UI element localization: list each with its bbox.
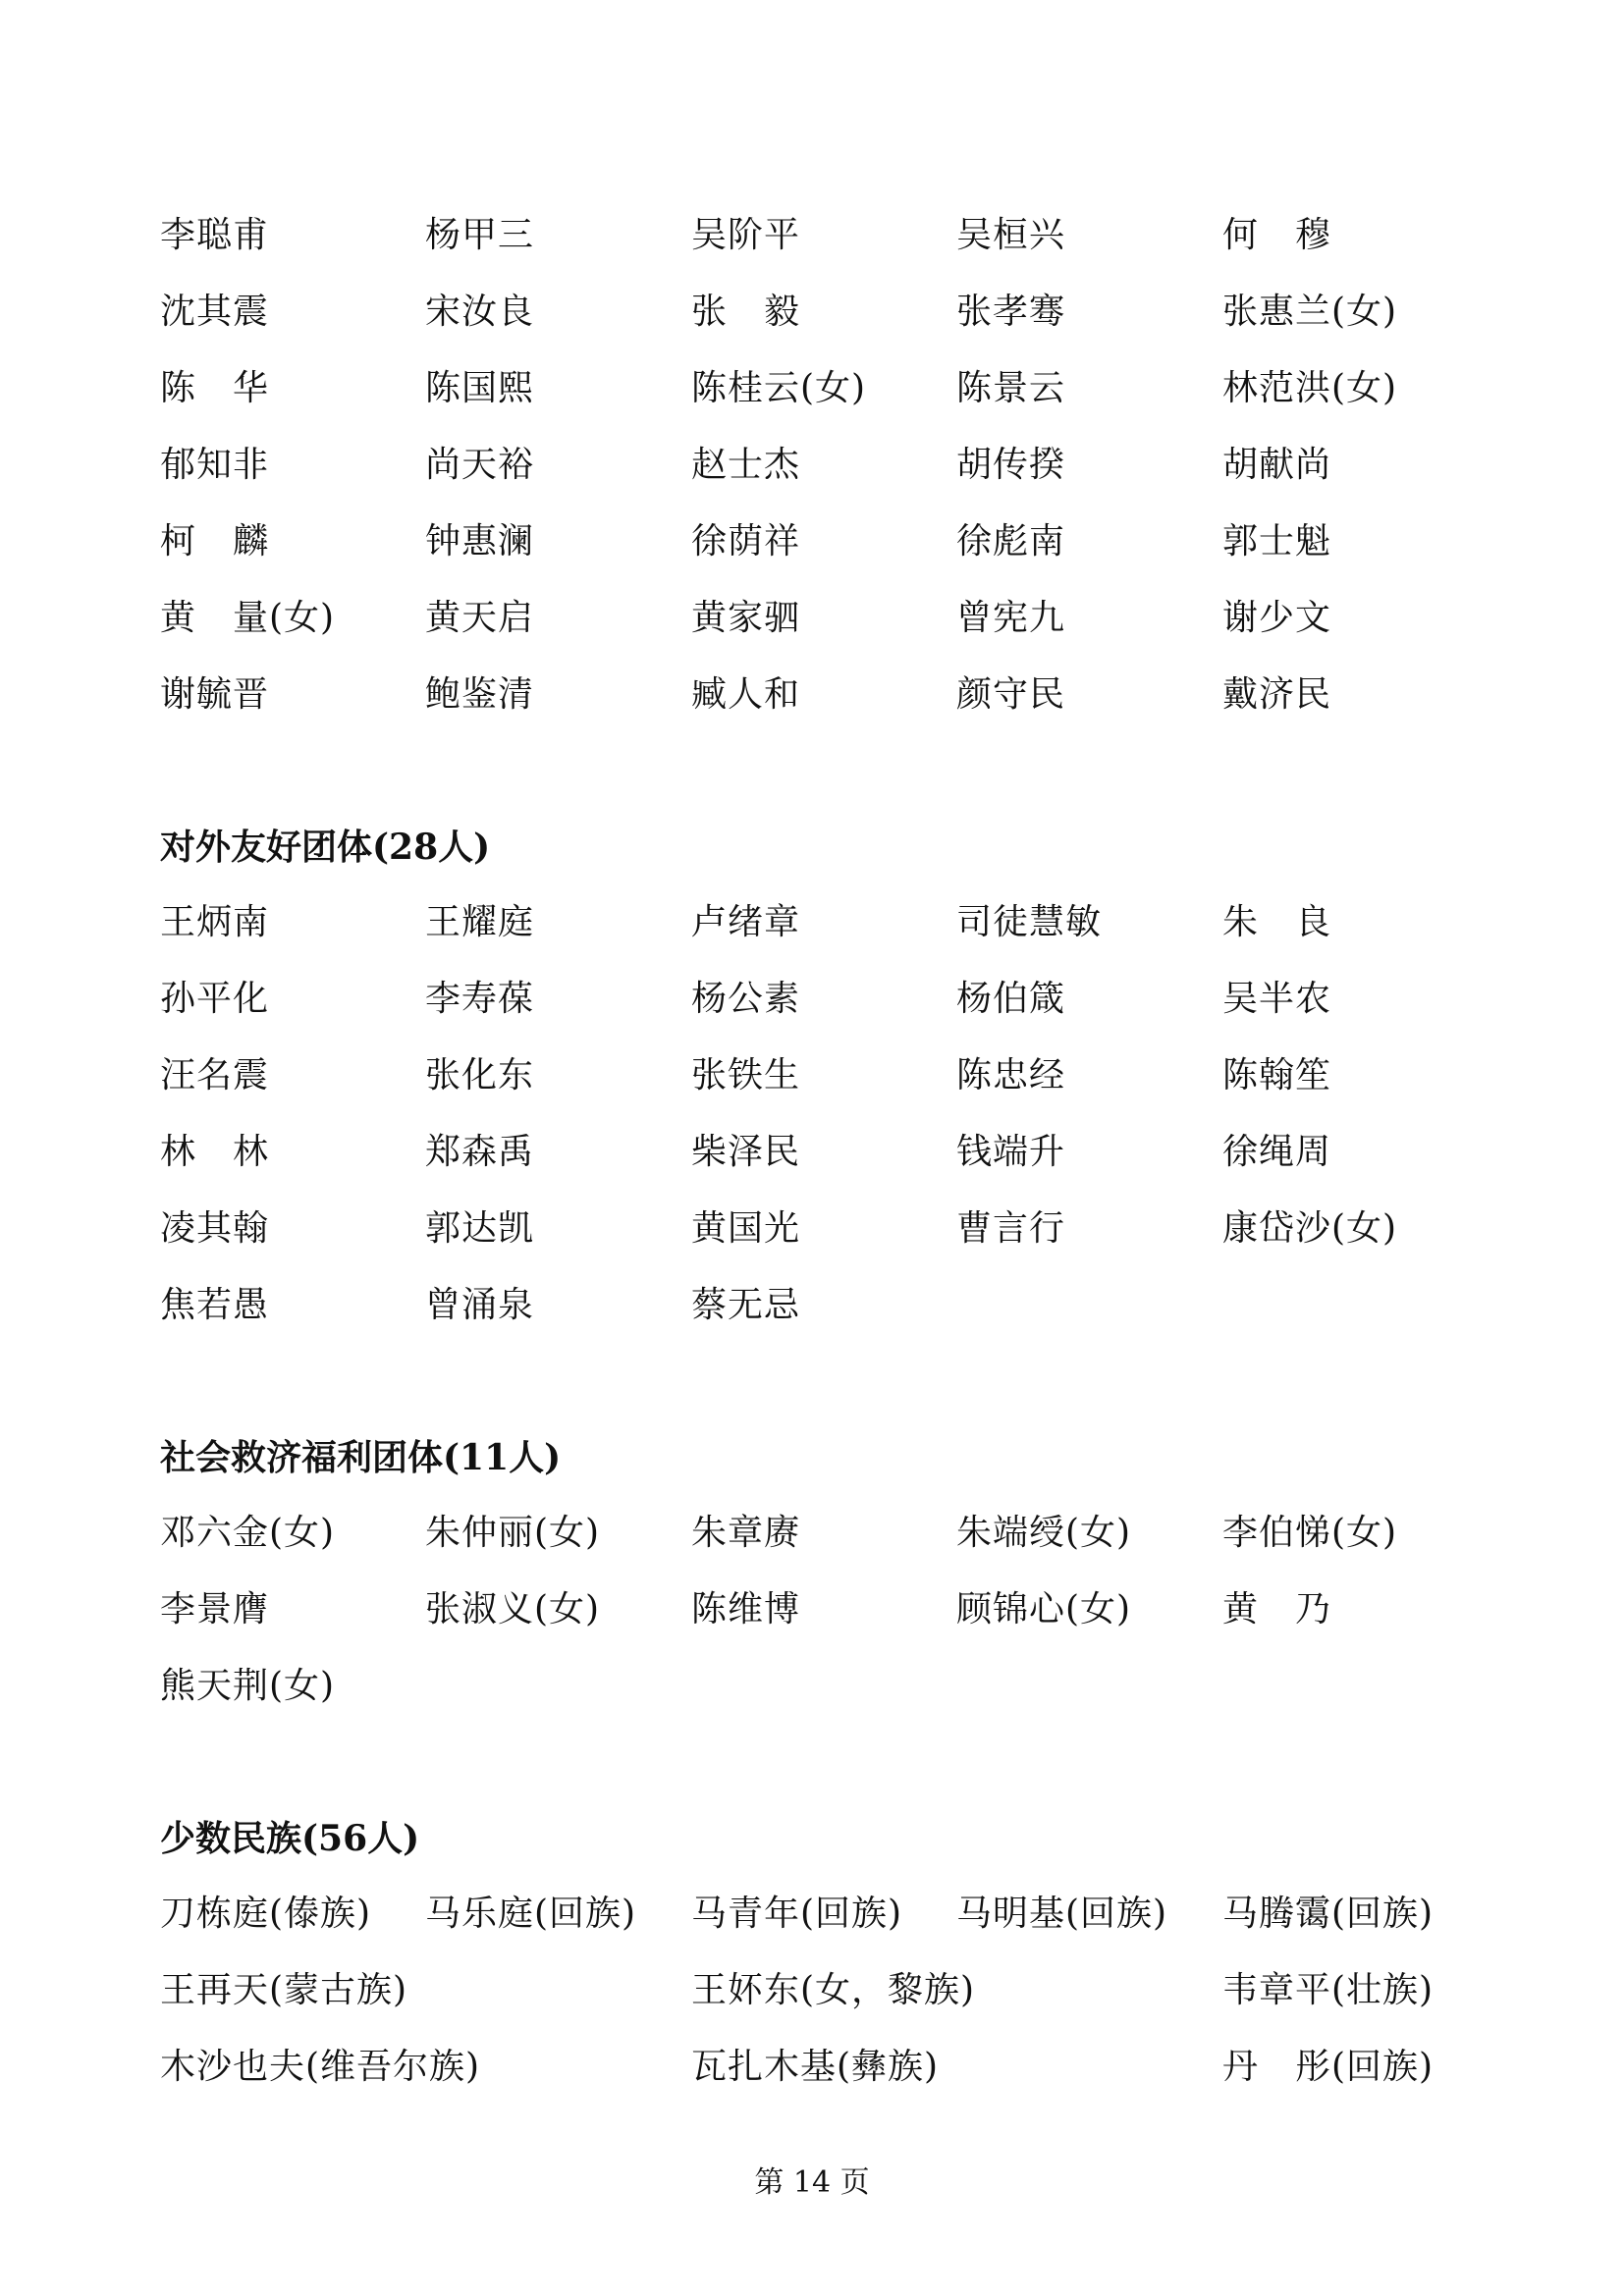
- section-heading: 对外友好团体(28人): [160, 827, 491, 868]
- person-name: 徐荫祥: [691, 521, 801, 561]
- person-name: 吴阶平: [691, 215, 801, 255]
- person-name: 杨伯箴: [956, 979, 1066, 1019]
- person-name: 熊天荆(女): [160, 1666, 336, 1706]
- person-name: 陈桂云(女): [691, 368, 867, 408]
- person-name: 王再天(蒙古族): [160, 1970, 408, 2010]
- person-name: 钟惠澜: [425, 521, 535, 561]
- name-row: [160, 666, 1476, 724]
- name-row: [160, 283, 1476, 342]
- person-name: 司徒慧敏: [956, 902, 1103, 942]
- name-row: [160, 359, 1476, 418]
- section-heading: 社会救济福利团体(11人): [160, 1437, 562, 1478]
- person-name: 陈景云: [956, 368, 1066, 408]
- name-row: [160, 589, 1476, 648]
- name-row: [160, 970, 1476, 1029]
- person-name: 卢绪章: [691, 902, 801, 942]
- person-name: 朱端绶(女): [956, 1513, 1132, 1553]
- person-name: 韦章平(壮族): [1222, 1970, 1435, 2010]
- person-name: 陈翰笙: [1222, 1055, 1332, 1095]
- person-name: 王妚东(女，黎族): [691, 1970, 976, 2010]
- person-name: 朱章赓: [691, 1513, 801, 1553]
- name-row: [160, 436, 1476, 495]
- person-name: 张淑义(女): [425, 1589, 601, 1629]
- person-name: 朱仲丽(女): [425, 1513, 601, 1553]
- person-name: 曾涌泉: [425, 1285, 535, 1325]
- person-name: 马乐庭(回族): [425, 1894, 637, 1934]
- person-name: 柴泽民: [691, 1132, 801, 1172]
- person-name: 陈国熙: [425, 368, 535, 408]
- person-name: 王耀庭: [425, 902, 535, 942]
- person-name: 钱端升: [956, 1132, 1066, 1172]
- person-name: 鲍鉴清: [425, 674, 535, 715]
- person-name: 杨公素: [691, 979, 801, 1019]
- person-name: 黄家驷: [691, 598, 801, 638]
- person-name: 吴半农: [1222, 979, 1332, 1019]
- person-name: 柯 麟: [160, 521, 270, 561]
- person-name: 胡传揆: [956, 445, 1066, 485]
- person-name: 林 林: [160, 1132, 270, 1172]
- person-name: 马青年(回族): [691, 1894, 903, 1934]
- name-row: [160, 1123, 1476, 1182]
- person-name: 张化东: [425, 1055, 535, 1095]
- person-name: 朱 良: [1222, 902, 1332, 942]
- person-name: 黄天启: [425, 598, 535, 638]
- name-row: [160, 2038, 1476, 2097]
- person-name: 郭士魁: [1222, 521, 1332, 561]
- person-name: 林范洪(女): [1222, 368, 1398, 408]
- name-row: [160, 893, 1476, 952]
- person-name: 王炳南: [160, 902, 270, 942]
- name-row: [160, 1657, 1476, 1716]
- name-row: [160, 1276, 1476, 1335]
- person-name: 孙平化: [160, 979, 270, 1019]
- person-name: 邓六金(女): [160, 1513, 336, 1553]
- person-name: 张惠兰(女): [1222, 292, 1398, 332]
- person-name: 赵士杰: [691, 445, 801, 485]
- page-number: 第 14 页: [754, 2165, 870, 2200]
- section-heading: 少数民族(56人): [160, 1818, 420, 1859]
- person-name: 康岱沙(女): [1222, 1208, 1398, 1249]
- person-name: 瓦扎木基(彝族): [691, 2047, 940, 2087]
- person-name: 凌其翰: [160, 1208, 270, 1249]
- person-name: 蔡无忌: [691, 1285, 801, 1325]
- person-name: 张孝骞: [956, 292, 1066, 332]
- person-name: 吴桓兴: [956, 215, 1066, 255]
- person-name: 李聪甫: [160, 215, 270, 255]
- person-name: 陈维博: [691, 1589, 801, 1629]
- person-name: 张 毅: [691, 292, 801, 332]
- person-name: 徐绳周: [1222, 1132, 1332, 1172]
- person-name: 郁知非: [160, 445, 270, 485]
- person-name: 杨甲三: [425, 215, 535, 255]
- person-name: 黄国光: [691, 1208, 801, 1249]
- person-name: 陈忠经: [956, 1055, 1066, 1095]
- person-name: 李景膺: [160, 1589, 270, 1629]
- person-name: 张铁生: [691, 1055, 801, 1095]
- person-name: 黄 乃: [1222, 1589, 1332, 1629]
- person-name: 丹 彤(回族): [1222, 2047, 1435, 2087]
- name-row: [160, 1885, 1476, 1944]
- person-name: 戴济民: [1222, 674, 1332, 715]
- person-name: 颜守民: [956, 674, 1066, 715]
- name-row: [160, 206, 1476, 265]
- person-name: 谢少文: [1222, 598, 1332, 638]
- person-name: 尚天裕: [425, 445, 535, 485]
- person-name: 郭达凯: [425, 1208, 535, 1249]
- name-row: [160, 1961, 1476, 2020]
- person-name: 顾锦心(女): [956, 1589, 1132, 1629]
- name-row: [160, 1580, 1476, 1639]
- person-name: 何 穆: [1222, 215, 1332, 255]
- person-name: 胡献尚: [1222, 445, 1332, 485]
- person-name: 宋汝良: [425, 292, 535, 332]
- name-row: [160, 1200, 1476, 1258]
- name-row: [160, 1504, 1476, 1563]
- name-row: [160, 1046, 1476, 1105]
- person-name: 徐彪南: [956, 521, 1066, 561]
- person-name: 焦若愚: [160, 1285, 270, 1325]
- person-name: 马明基(回族): [956, 1894, 1168, 1934]
- person-name: 李伯悌(女): [1222, 1513, 1398, 1553]
- person-name: 黄 量(女): [160, 598, 336, 638]
- person-name: 曹言行: [956, 1208, 1066, 1249]
- person-name: 郑森禹: [425, 1132, 535, 1172]
- person-name: 刀栋庭(傣族): [160, 1894, 372, 1934]
- person-name: 李寿葆: [425, 979, 535, 1019]
- name-row: [160, 512, 1476, 571]
- person-name: 陈 华: [160, 368, 270, 408]
- person-name: 木沙也夫(维吾尔族): [160, 2047, 481, 2087]
- person-name: 臧人和: [691, 674, 801, 715]
- person-name: 汪名震: [160, 1055, 270, 1095]
- person-name: 沈其震: [160, 292, 270, 332]
- person-name: 谢毓晋: [160, 674, 270, 715]
- person-name: 马腾霭(回族): [1222, 1894, 1435, 1934]
- person-name: 曾宪九: [956, 598, 1066, 638]
